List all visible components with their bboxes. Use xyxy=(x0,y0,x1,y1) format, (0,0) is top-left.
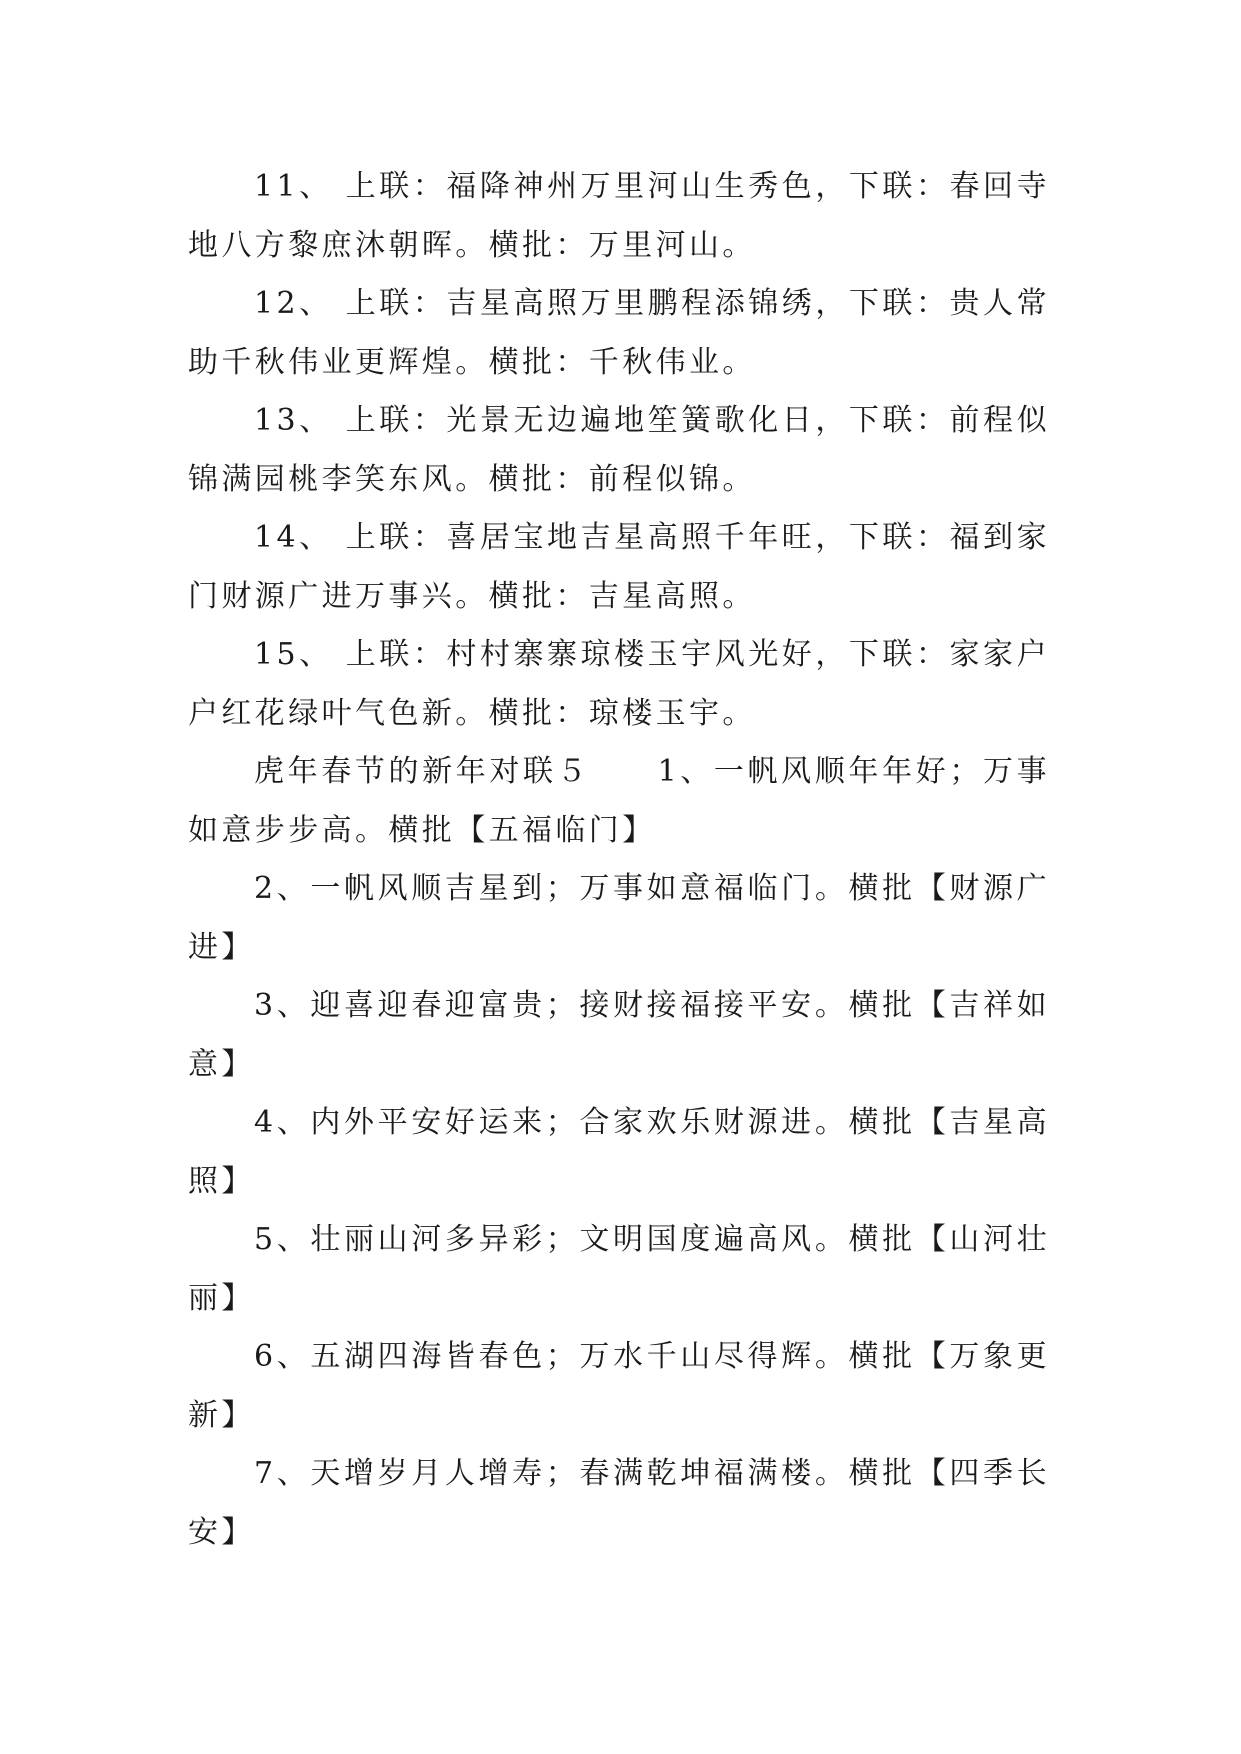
couplet-paragraph-2: 2、一帆风顺吉星到；万事如意福临门。横批【财源广进】 xyxy=(188,871,1050,965)
couplet-paragraph-3: 3、迎喜迎春迎富贵；接财接福接平安。横批【吉祥如意】 xyxy=(188,988,1050,1082)
couplet-paragraph-6: 6、五湖四海皆春色；万水千山尽得辉。横批【万象更新】 xyxy=(188,1339,1050,1433)
document-body xyxy=(188,158,1050,1562)
couplet-paragraph-15: 15、 上联：村村寨寨琼楼玉宇风光好，下联：家家户户红花绿叶气色新。横批：琼楼玉宇。 xyxy=(188,637,1050,731)
couplet-paragraph-7: 7、天增岁月人增寿；春满乾坤福满楼。横批【四季长安】 xyxy=(188,1456,1050,1550)
couplet-paragraph-5: 5、壮丽山河多异彩；文明国度遍高风。横批【山河壮丽】 xyxy=(188,1222,1050,1316)
couplet-paragraph-4: 4、内外平安好运来；合家欢乐财源进。横批【吉星高照】 xyxy=(188,1105,1050,1199)
couplet-paragraph-12: 12、 上联：吉星高照万里鹏程添锦绣，下联：贵人常助千秋伟业更辉煌。横批：千秋伟业。 xyxy=(188,286,1050,380)
couplet-paragraph-13: 13、 上联：光景无边遍地笙簧歌化日，下联：前程似锦满园桃李笑东风。横批：前程似锦。 xyxy=(188,403,1050,497)
section-heading-paragraph: 虎年春节的新年对联５ 1、一帆风顺年年好；万事如意步步高。横批【五福临门】 xyxy=(188,754,1050,848)
couplet-paragraph-11: 11、 上联：福降神州万里河山生秀色，下联：春回寺地八方黎庶沐朝晖。横批：万里河山。 xyxy=(188,169,1050,263)
couplet-paragraph-14: 14、 上联：喜居宝地吉星高照千年旺，下联：福到家门财源广进万事兴。横批：吉星高照。 xyxy=(188,520,1050,614)
